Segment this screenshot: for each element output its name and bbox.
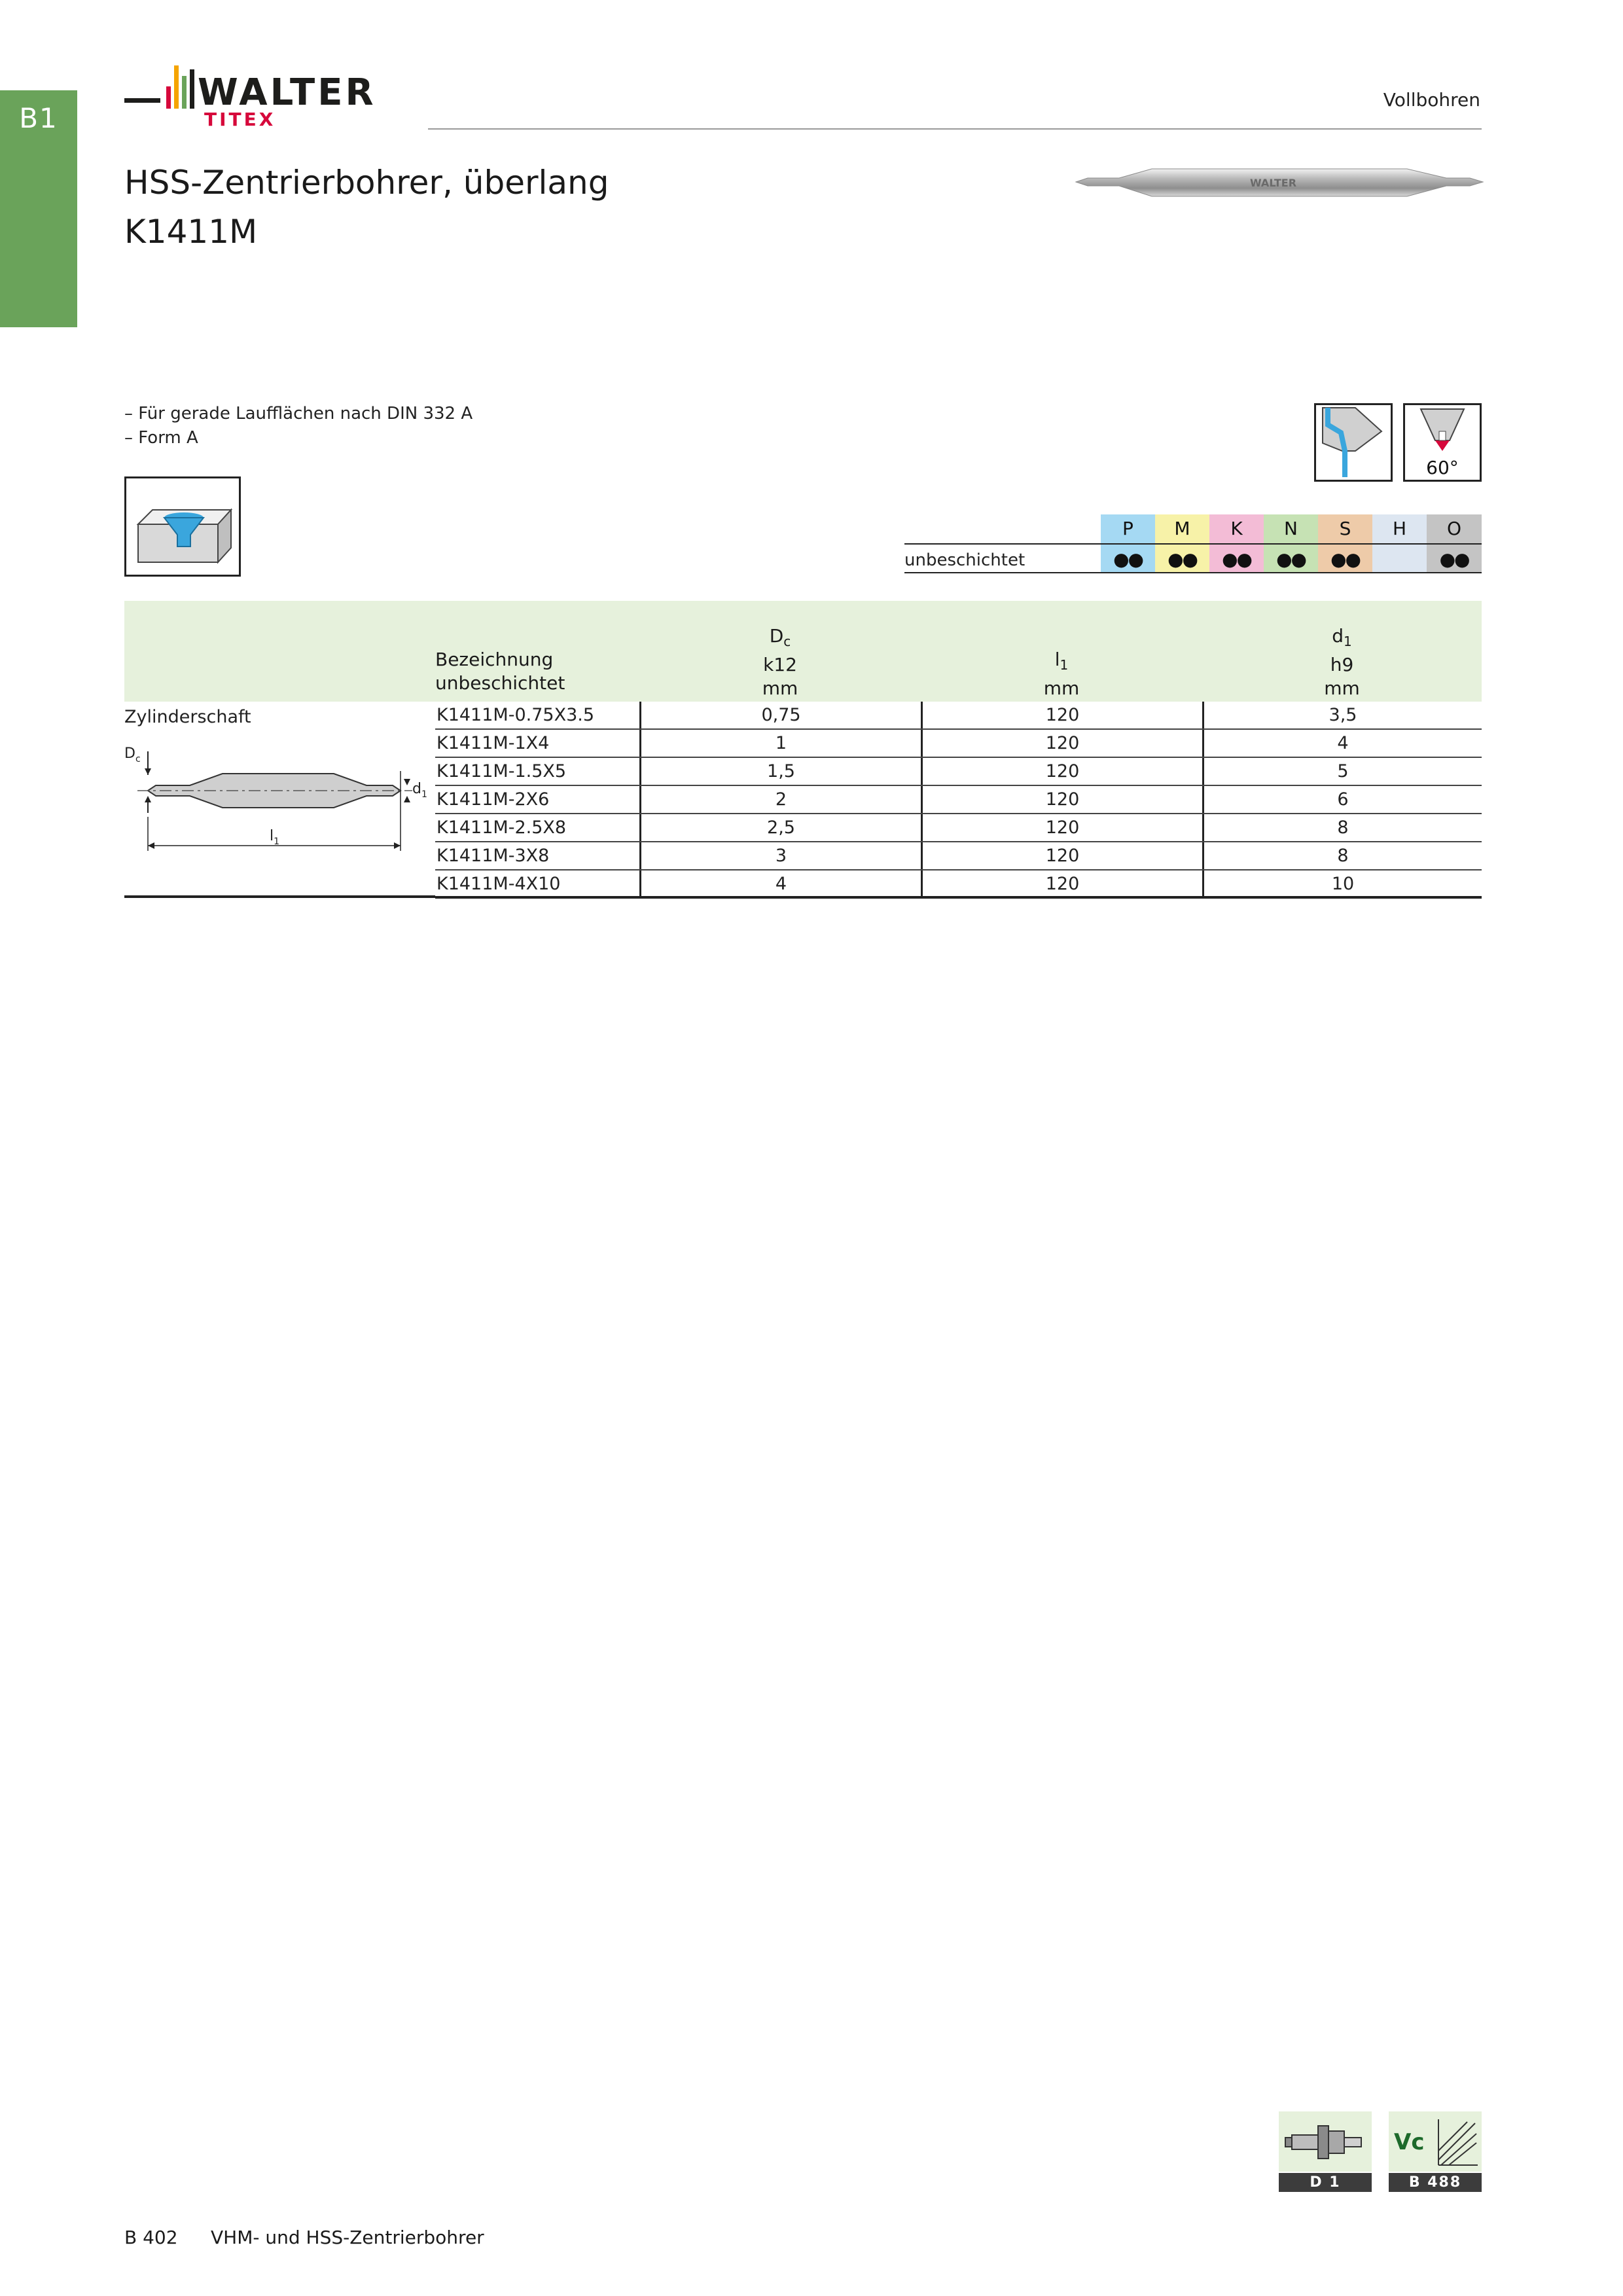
cell-designation: K1411M-2X6 bbox=[437, 789, 550, 810]
page-number: B 402 bbox=[124, 2227, 178, 2248]
table-row[interactable] bbox=[435, 758, 1482, 786]
logo-sub-text: TITEX bbox=[204, 109, 276, 130]
material-group-s bbox=[1318, 514, 1372, 543]
cell-designation: K1411M-1.5X5 bbox=[437, 761, 567, 781]
cell-dc: 1 bbox=[639, 730, 921, 757]
cell-dc: 2,5 bbox=[639, 814, 921, 841]
footer-title: VHM- und HSS-Zentrierbohrer bbox=[211, 2227, 484, 2248]
cell-d1: 5 bbox=[1202, 758, 1482, 785]
reference-b488[interactable] bbox=[1389, 2111, 1482, 2192]
header-designation-line2: unbeschichtet bbox=[435, 672, 565, 694]
cell-designation: K1411M-0.75X3.5 bbox=[437, 705, 595, 725]
cell-l1: 120 bbox=[921, 814, 1202, 841]
header-divider bbox=[428, 128, 1482, 130]
product-image bbox=[1073, 157, 1486, 209]
header-dc-sub: c bbox=[783, 634, 791, 649]
material-rating-s: ●● bbox=[1318, 543, 1372, 573]
cell-l1: 120 bbox=[921, 758, 1202, 785]
material-row-label: unbeschichtet bbox=[904, 543, 1101, 573]
vc-badge: Vc bbox=[1394, 2129, 1425, 2155]
header-l1-sub: 1 bbox=[1060, 657, 1069, 673]
cell-l1: 120 bbox=[921, 842, 1202, 869]
material-group-code: K bbox=[1230, 518, 1243, 539]
cell-l1: 120 bbox=[921, 730, 1202, 757]
drawing-d1-sub: 1 bbox=[421, 789, 427, 800]
material-group-k bbox=[1209, 514, 1264, 543]
cell-dc: 3 bbox=[639, 842, 921, 869]
material-rating-m: ●● bbox=[1155, 543, 1209, 573]
point-angle-label: 60° bbox=[1426, 457, 1459, 478]
cell-l1: 120 bbox=[921, 870, 1202, 896]
shank-type-label: Zylinderschaft bbox=[124, 707, 251, 727]
table-bottom-rule bbox=[124, 895, 435, 898]
point-angle-icon bbox=[1403, 403, 1482, 482]
cell-l1: 120 bbox=[921, 786, 1202, 813]
header-dc bbox=[639, 624, 921, 700]
tool-holder-icon bbox=[1279, 2111, 1372, 2172]
material-group-n bbox=[1264, 514, 1318, 543]
reference-label: B 488 bbox=[1389, 2173, 1482, 2192]
header-d1-symbol: d bbox=[1332, 625, 1344, 647]
material-group-code: H bbox=[1392, 518, 1407, 539]
drawing-l1-label: l bbox=[270, 828, 274, 844]
cutting-speed-chart-icon bbox=[1389, 2111, 1482, 2172]
drawing-dc-sub: c bbox=[135, 754, 141, 764]
logo-main-text: WALTER bbox=[198, 71, 376, 114]
page-title: HSS-Zentrierbohrer, überlang bbox=[124, 164, 609, 202]
header-dc-symbol: D bbox=[769, 625, 784, 647]
cell-dc: 1,5 bbox=[639, 758, 921, 785]
drawing-l1-sub: 1 bbox=[274, 836, 280, 847]
material-group-o bbox=[1427, 514, 1482, 543]
header-designation bbox=[435, 648, 565, 695]
cell-d1: 8 bbox=[1202, 814, 1482, 841]
feature-item: – Für gerade Laufflächen nach DIN 332 A bbox=[124, 404, 473, 423]
header-designation-line1: Bezeichnung bbox=[435, 649, 554, 670]
cell-d1: 6 bbox=[1202, 786, 1482, 813]
material-group-m bbox=[1155, 514, 1209, 543]
table-header bbox=[124, 601, 1482, 702]
cell-designation: K1411M-1X4 bbox=[437, 733, 550, 753]
header-dc-tolerance: k12 bbox=[763, 654, 797, 675]
header-l1 bbox=[921, 648, 1202, 700]
material-group-code: M bbox=[1174, 518, 1190, 539]
section-tab[interactable]: B1 bbox=[0, 90, 77, 327]
svg-text:d1 bbox=[412, 781, 427, 800]
header-l1-unit: mm bbox=[1043, 677, 1080, 699]
cell-designation: K1411M-3X8 bbox=[437, 846, 550, 866]
cell-d1: 4 bbox=[1202, 730, 1482, 757]
header-l1-symbol: l bbox=[1054, 649, 1060, 670]
header-d1 bbox=[1202, 624, 1482, 700]
material-group-code: N bbox=[1284, 518, 1298, 539]
cell-dc: 2 bbox=[639, 786, 921, 813]
header-d1-sub: 1 bbox=[1344, 634, 1352, 649]
cell-d1: 10 bbox=[1202, 870, 1482, 896]
table-row[interactable] bbox=[435, 870, 1482, 899]
cell-l1: 120 bbox=[921, 702, 1202, 728]
material-rating-n: ●● bbox=[1264, 543, 1318, 573]
cell-designation: K1411M-2.5X8 bbox=[437, 817, 567, 838]
material-rating-p: ●● bbox=[1101, 543, 1155, 573]
table-row[interactable] bbox=[435, 842, 1482, 870]
material-rating-k: ●● bbox=[1209, 543, 1264, 573]
feature-item: – Form A bbox=[124, 428, 198, 448]
cell-d1: 3,5 bbox=[1202, 702, 1482, 728]
material-group-color bbox=[1101, 514, 1155, 543]
material-rating-o: ●● bbox=[1427, 543, 1482, 573]
cell-dc: 4 bbox=[639, 870, 921, 896]
reference-d1[interactable] bbox=[1279, 2111, 1372, 2192]
centering-geometry-icon bbox=[1314, 403, 1393, 482]
walter-titex-logo bbox=[124, 60, 399, 132]
reference-label: D 1 bbox=[1279, 2173, 1372, 2192]
svg-text:Dc bbox=[124, 745, 141, 764]
material-group-code: S bbox=[1339, 518, 1351, 539]
drawing-d1-label: d bbox=[412, 781, 421, 797]
table-row[interactable] bbox=[435, 702, 1482, 730]
material-group-h bbox=[1372, 514, 1427, 543]
cell-d1: 8 bbox=[1202, 842, 1482, 869]
svg-text:l1 bbox=[270, 828, 279, 847]
cell-designation: K1411M-4X10 bbox=[437, 874, 561, 894]
header-d1-tolerance: h9 bbox=[1330, 654, 1354, 675]
header-dc-unit: mm bbox=[762, 677, 798, 699]
material-group-code: P bbox=[1122, 518, 1133, 539]
header-d1-unit: mm bbox=[1324, 677, 1360, 699]
product-engraving: WALTER bbox=[1250, 177, 1297, 189]
drawing-dc-label: D bbox=[124, 745, 135, 762]
center-hole-icon bbox=[124, 476, 241, 577]
category-label: Vollbohren bbox=[1383, 89, 1480, 111]
table-row[interactable] bbox=[435, 814, 1482, 842]
material-group-p bbox=[1101, 514, 1155, 543]
material-group-code: O bbox=[1446, 518, 1462, 539]
feature-list bbox=[124, 402, 473, 450]
drill-dimension-drawing bbox=[124, 745, 432, 859]
cell-dc: 0,75 bbox=[639, 702, 921, 728]
table-row[interactable] bbox=[435, 786, 1482, 814]
material-rating-h bbox=[1372, 543, 1427, 573]
product-code: K1411M bbox=[124, 213, 258, 251]
table-row[interactable] bbox=[435, 730, 1482, 758]
